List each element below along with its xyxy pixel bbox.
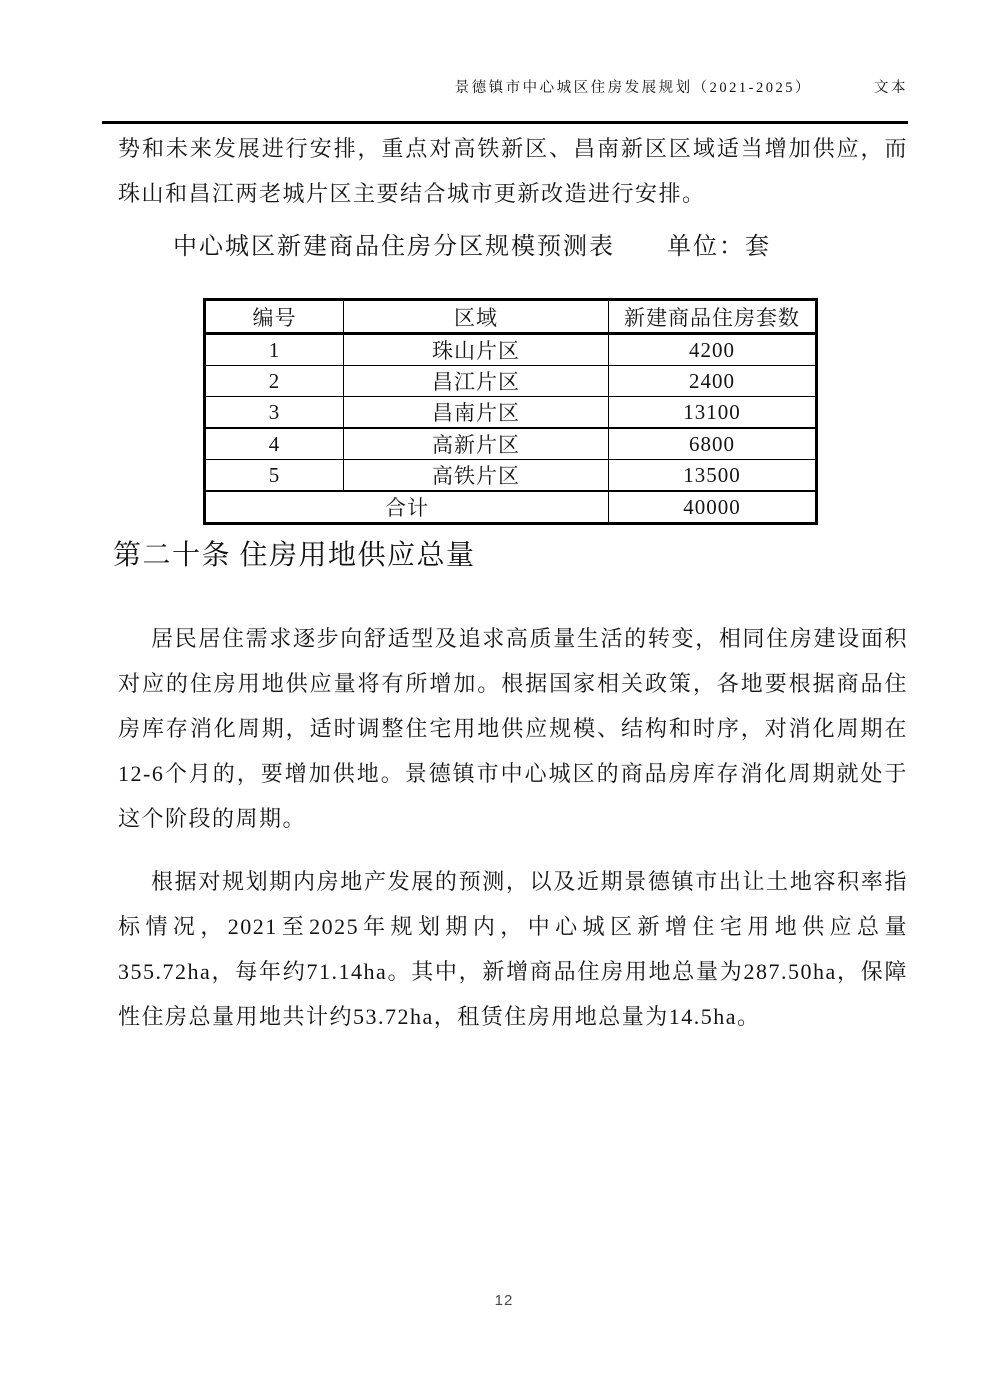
cell-number: 3 bbox=[205, 397, 344, 429]
cell-number: 5 bbox=[205, 460, 344, 492]
paragraph-land-supply: 居民居住需求逐步向舒适型及追求高质量生活的转变，相同住房建设面积对应的住房用地供应量将有所增加。根据国家相关政策，各地要根据商品住房库存消化周期，适时调整住宅用地供应规模、结构和时序，对消化周期在12-6个月的，要增加供地。景德镇市中心城区的商品房库存消化周期就处于这个阶段的周期。 bbox=[118, 626, 908, 831]
table-total-label: 合计 bbox=[205, 491, 609, 524]
cell-district: 高铁片区 bbox=[344, 460, 609, 492]
table-caption-row bbox=[173, 230, 908, 264]
table-row-2 bbox=[205, 366, 817, 397]
cell-number: 4 bbox=[205, 428, 344, 460]
section-heading: 第二十条 住房用地供应总量 bbox=[113, 540, 476, 571]
cell-units: 2400 bbox=[609, 366, 817, 397]
cell-units: 4200 bbox=[609, 334, 817, 366]
cell-units: 13500 bbox=[609, 460, 817, 492]
housing-forecast-table bbox=[203, 298, 818, 525]
cell-district: 珠山片区 bbox=[344, 334, 609, 366]
cell-district: 昌江片区 bbox=[344, 366, 609, 397]
table-caption: 中心城区新建商品住房分区规模预测表 bbox=[173, 234, 615, 260]
table-row-5 bbox=[205, 460, 817, 492]
paragraph-continuation: 势和未来发展进行安排，重点对高铁新区、昌南新区区域适当增加供应，而珠山和昌江两老城片区主要结合城市更新改造进行安排。 bbox=[118, 136, 908, 206]
paragraph-forecast: 根据对规划期内房地产发展的预测，以及近期景德镇市出让土地容积率指标情况，2021至2025年规划期内，中心城区新增住宅用地供应总量355.72ha，每年约71.14ha。其中，新增商品住房用地总量为287.50ha，保障性住房总量用地共计约53.72ha，租赁住房用地总量为14.5ha。 bbox=[118, 869, 908, 1029]
page-number: 12 bbox=[494, 1292, 514, 1309]
col-header-district: 区域 bbox=[344, 300, 609, 334]
table-header-row bbox=[205, 300, 817, 334]
cell-units: 6800 bbox=[609, 428, 817, 460]
cell-number: 1 bbox=[205, 334, 344, 366]
header-rule bbox=[102, 121, 908, 124]
cell-units: 13100 bbox=[609, 397, 817, 429]
cell-district: 高新片区 bbox=[344, 428, 609, 460]
table-row-4 bbox=[205, 428, 817, 460]
cell-district: 昌南片区 bbox=[344, 397, 609, 429]
table-row-1 bbox=[205, 334, 817, 366]
header-doc-type: 文本 bbox=[874, 80, 908, 96]
table-row-3 bbox=[205, 397, 817, 429]
table-unit-label: 单位：套 bbox=[667, 234, 771, 260]
table-total-row bbox=[205, 491, 817, 524]
header-title: 景德镇市中心城区住房发展规划（2021-2025） bbox=[454, 80, 812, 96]
col-header-units: 新建商品住房套数 bbox=[609, 300, 817, 334]
col-header-number: 编号 bbox=[205, 300, 344, 334]
cell-number: 2 bbox=[205, 366, 344, 397]
page-header bbox=[118, 78, 908, 98]
table-total-value: 40000 bbox=[609, 491, 817, 524]
